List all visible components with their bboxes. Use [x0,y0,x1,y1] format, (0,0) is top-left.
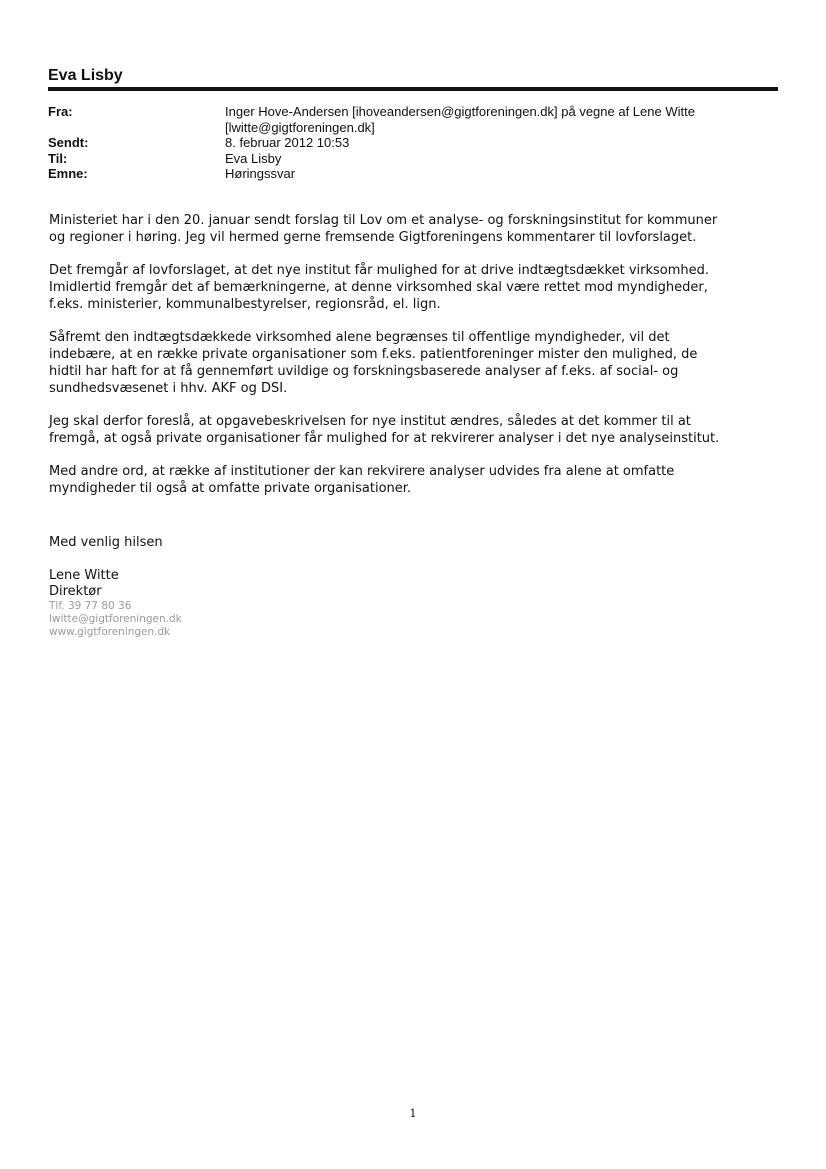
sent-label: Sendt: [48,135,89,150]
body-line: myndigheder til også at omfatte private organisationer. [49,481,412,496]
signature-block [49,568,182,639]
signoff-greeting: Med venlig hilsen [49,535,163,550]
sent-value: 8. februar 2012 10:53 [225,135,350,150]
body-line: indebære, at en række private organisationer som f.eks. patientforeninger mister den mulighed, de [49,347,698,362]
body-line: f.eks. ministerier, kommunalbestyrelser, regionsråd, el. lign. [49,297,441,312]
to-row [48,151,765,167]
body-paragraph-4 [49,413,789,447]
from-value-line-1: Inger Hove-Andersen [ihoveandersen@gigtforeningen.dk] på vegne af Lene Witte [225,104,695,119]
body-paragraph-3 [49,329,789,397]
body-line: Jeg skal derfor foreslå, at opgavebeskrivelsen for nye institut ændres, således at det kommer til at [49,414,691,429]
header-divider [48,87,778,91]
email-body [49,212,789,513]
to-value: Eva Lisby [225,150,282,166]
body-line: Imidlertid fremgår det af bemærkningerne, at denne virksomhed skal være rettet mod myndigheder, [49,280,708,295]
from-row [48,104,765,135]
subject-label: Emne: [48,166,88,181]
from-value [225,104,765,135]
sent-row [48,135,765,151]
to-label: Til: [48,150,68,166]
page-number: 1 [409,1107,417,1120]
body-line: fremgå, at også private organisationer får mulighed for at rekvirerer analyser i det nye analyseinstitut. [49,431,720,446]
body-paragraph-5 [49,463,789,497]
from-label: Fra: [48,104,73,119]
body-line: Med andre ord, at række af institutioner der kan rekvirere analyser udvides fra alene at omfatte [49,464,675,479]
body-line: og regioner i høring. Jeg vil hermed gerne fremsende Gigtforeningens kommentarer til lovforslaget. [49,230,697,245]
signature-name: Lene Witte [49,568,119,583]
from-value-line-2: [lwitte@gigtforeningen.dk] [225,119,375,135]
mailbox-owner-name: Eva Lisby [48,67,123,84]
subject-value: Høringssvar [225,166,296,181]
body-line: Ministeriet har i den 20. januar sendt forslag til Lov om et analyse- og forskningsinstitut for kommuner [49,213,718,228]
body-paragraph-2 [49,262,789,313]
signature-title: Direktør [49,584,102,599]
body-line: hidtil har haft for at få gennemført uvildige og forskningsbaserede analyser af f.eks. af social- og [49,364,679,379]
signature-phone: Tlf. 39 77 80 36 [49,600,132,612]
signature-email: lwitte@gigtforeningen.dk [49,613,182,625]
body-line: Det fremgår af lovforslaget, at det nye institut får mulighed for at drive indtægtsdækket virksomhed. [49,263,710,278]
signature-website: www.gigtforeningen.dk [49,626,171,638]
subject-row [48,166,765,182]
body-line: Såfremt den indtægtsdækkede virksomhed alene begrænses til offentlige myndigheder, vil det [49,330,670,345]
body-line: sundhedsvæsenet i hhv. AKF og DSI. [49,381,288,396]
email-headers [48,104,765,182]
body-paragraph-1 [49,212,789,246]
